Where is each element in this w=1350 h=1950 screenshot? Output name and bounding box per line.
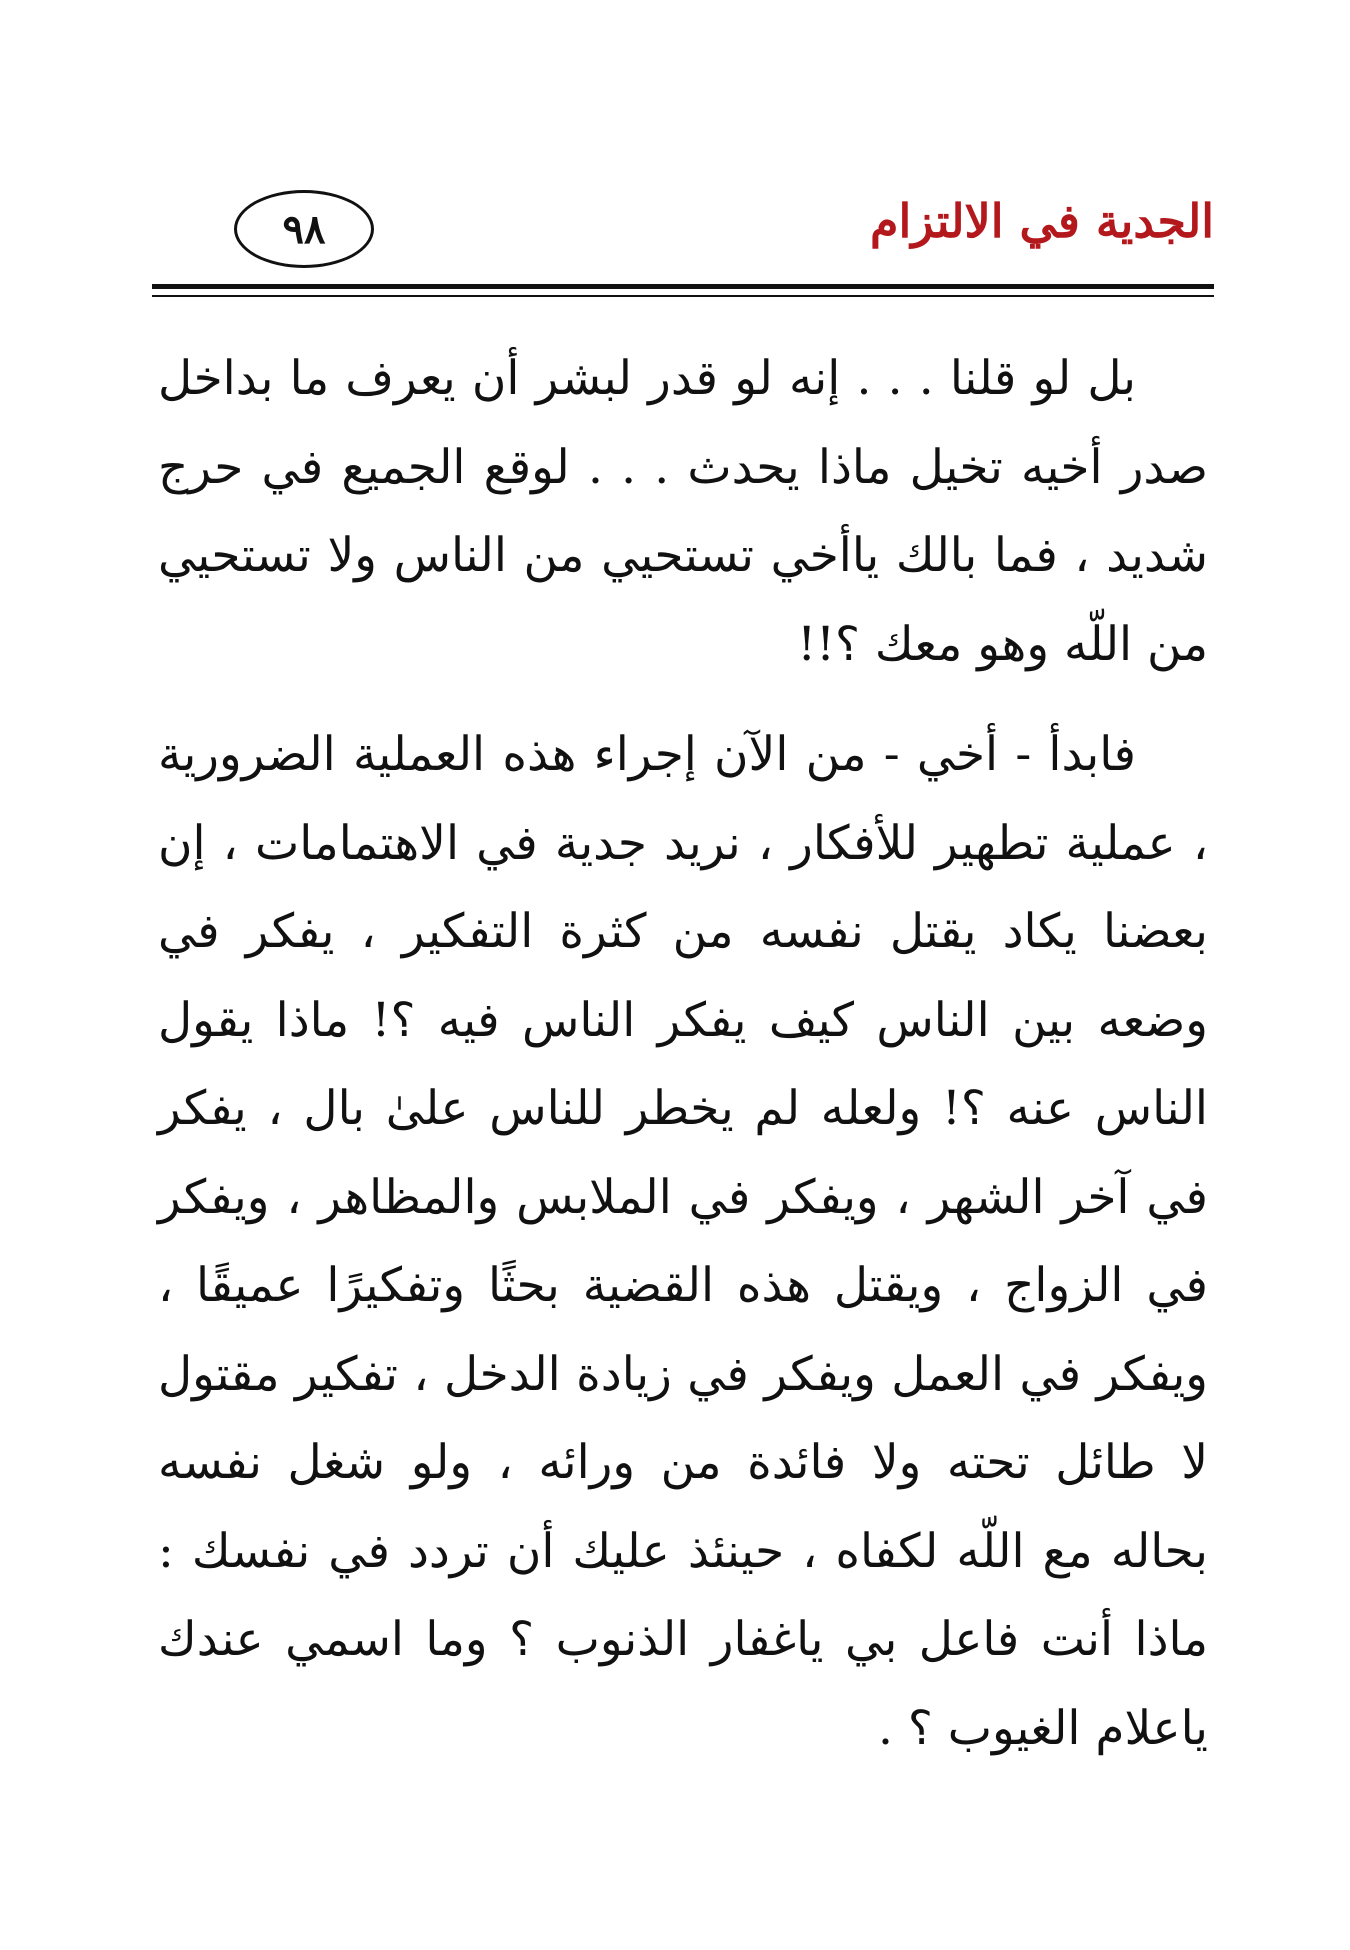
paragraph-1: بل لو قلنا . . . إنه لو قدر لبشر أن يعرف ما بداخل صدر أخيه تخيل ماذا يحدث . . . لوقع الجميع في حرج شديد ، فما بالك ياأخي تستحيي من الناس ولا تستحيي من اللّه وهو معك ؟!!: [158, 351, 1208, 672]
page-number-badge: [234, 190, 374, 268]
running-title: الجدية في الالتزام: [869, 194, 1214, 248]
page-number: ٩٨: [282, 205, 326, 253]
body-text: [158, 335, 1208, 1773]
header-rule-thick: [152, 284, 1214, 289]
header-rule-thin: [152, 295, 1214, 297]
paragraph-2: فابدأ - أخي - من الآن إجراء هذه العملية الضرورية ، عملية تطهير للأفكار ، نريد جدية في الاهتمامات ، إن بعضنا يكاد يقتل نفسه من كثرة التفكير ، يفكر في وضعه بين الناس كيف يفكر الناس فيه ؟! ماذا يقول الناس عنه ؟! ولعله لم يخطر للناس علىٰ بال ، يفكر في آخر الشهر ، ويفكر في الملابس والمظاهر ، ويفكر في الزواج ، ويقتل هذه القضية بحثًا وتفكيرًا عميقًا ، ويفكر في العمل ويفكر في زيادة الدخل ، تفكير مقتول لا طائل تحته ولا فائدة من ورائه ، ولو شغل نفسه بحاله مع اللّه لكفاه ، حينئذ عليك أن تردد في نفسك : ماذا أنت فاعل بي ياغفار الذنوب ؟ وما اسمي عندك ياعلام الغيوب ؟ .: [158, 727, 1208, 1756]
page-header: [152, 180, 1214, 280]
